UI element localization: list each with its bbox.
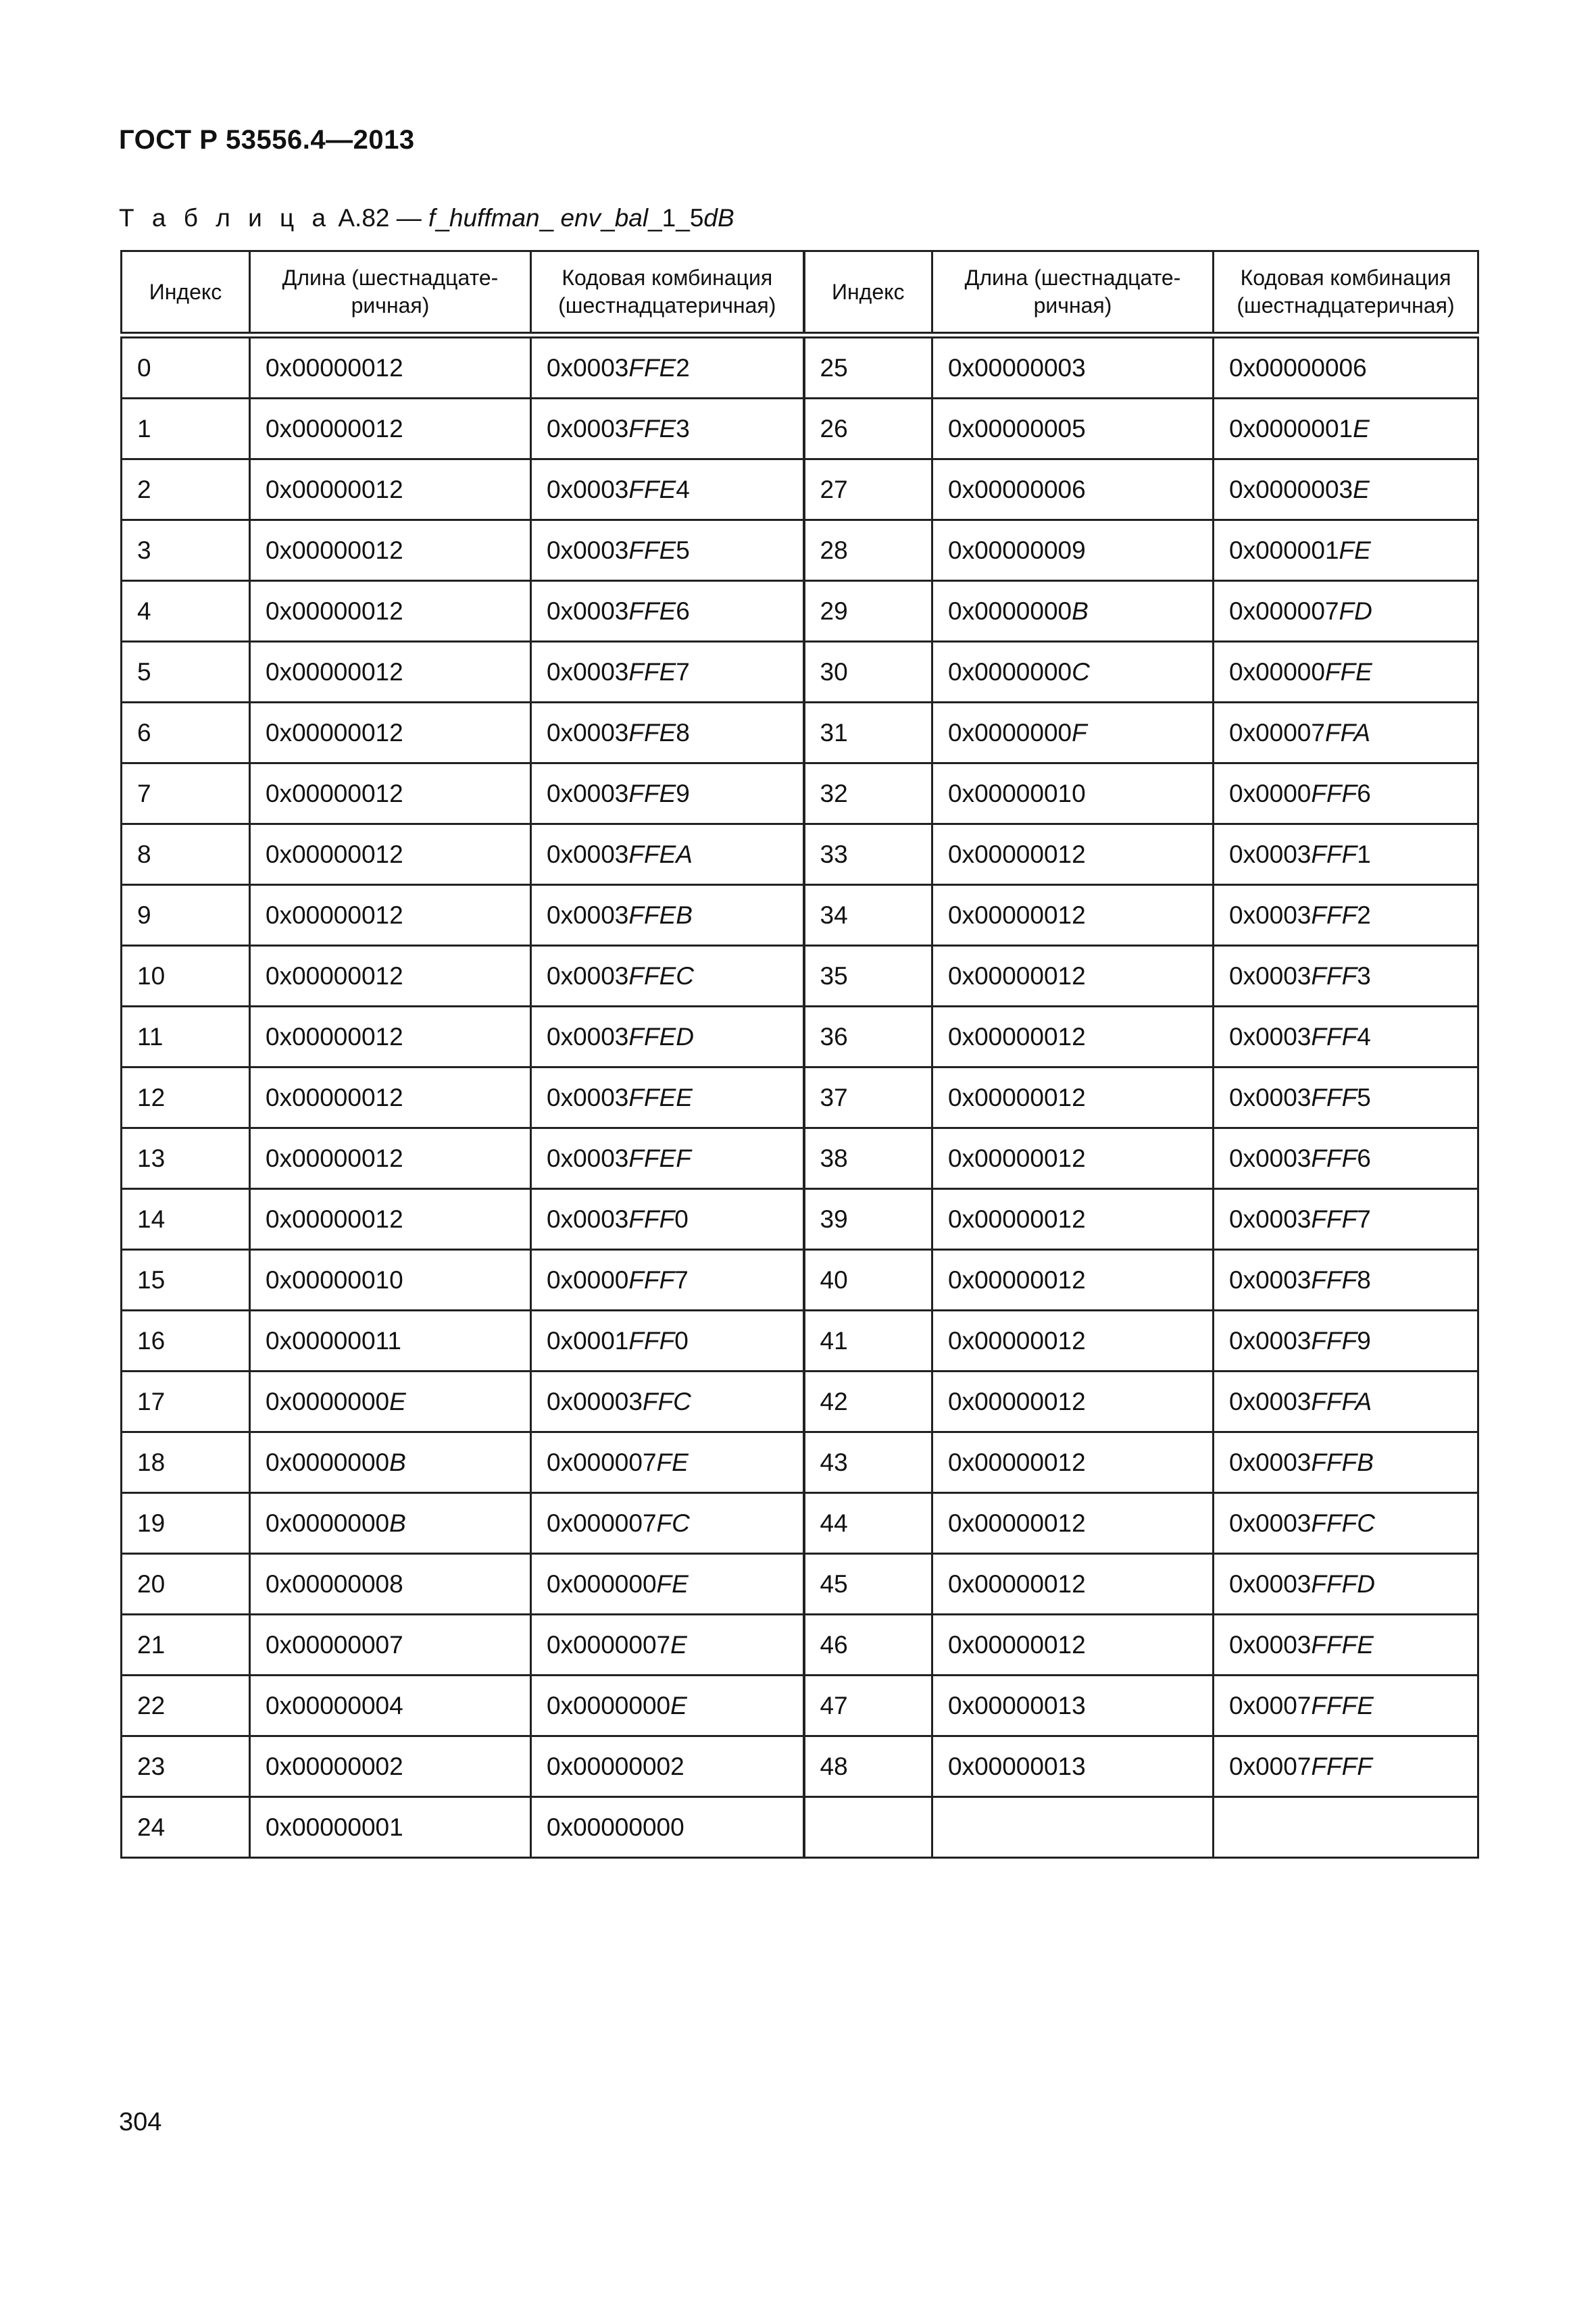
table-row — [122, 1007, 1478, 1067]
cell-codeword: 0x0000003E — [1214, 459, 1478, 520]
cell-length: 0x00000012 — [250, 459, 531, 520]
cell-index: 3 — [122, 520, 250, 581]
cell-length: 0x00000003 — [932, 335, 1214, 399]
table-row — [122, 642, 1478, 703]
cell-codeword: 0x000007FE — [531, 1432, 804, 1493]
cell-length: 0x00000006 — [932, 459, 1214, 520]
header-index: Индекс — [804, 251, 932, 336]
cell-index: 24 — [122, 1797, 250, 1858]
cell-index: 28 — [804, 520, 932, 581]
cell-codeword: 0x000007FD — [1214, 581, 1478, 642]
cell-length: 0x00000012 — [932, 1067, 1214, 1128]
cell-codeword: 0x0003FFF8 — [1214, 1250, 1478, 1311]
cell-length: 0x00000012 — [250, 763, 531, 824]
cell-index — [804, 1797, 932, 1858]
cell-length: 0x00000012 — [932, 1128, 1214, 1189]
caption-name-part: huffman — [449, 204, 540, 232]
cell-index: 32 — [804, 763, 932, 824]
cell-index: 41 — [804, 1311, 932, 1372]
cell-index: 22 — [122, 1676, 250, 1736]
cell-codeword: 0x0003FFED — [531, 1007, 804, 1067]
cell-length: 0x00000012 — [250, 1007, 531, 1067]
cell-index: 14 — [122, 1189, 250, 1250]
cell-length: 0x00000012 — [932, 1007, 1214, 1067]
cell-index: 31 — [804, 703, 932, 763]
table-row — [122, 1372, 1478, 1432]
cell-length: 0x00000012 — [250, 399, 531, 459]
cell-codeword: 0x0003FFE4 — [531, 459, 804, 520]
cell-index: 16 — [122, 1311, 250, 1372]
cell-length: 0x0000000F — [932, 703, 1214, 763]
table-row — [122, 703, 1478, 763]
cell-codeword: 0x0003FFE3 — [531, 399, 804, 459]
cell-length: 0x00000012 — [250, 581, 531, 642]
cell-index: 12 — [122, 1067, 250, 1128]
header-codeword — [531, 251, 804, 336]
cell-length: 0x00000012 — [932, 824, 1214, 885]
cell-index: 17 — [122, 1372, 250, 1432]
header-index: Индекс — [122, 251, 250, 336]
cell-length: 0x00000012 — [932, 1311, 1214, 1372]
cell-length: 0x00000002 — [250, 1736, 531, 1797]
cell-length: 0x00000011 — [250, 1311, 531, 1372]
cell-codeword: 0x0000001E — [1214, 399, 1478, 459]
cell-codeword: 0x0003FFEE — [531, 1067, 804, 1128]
cell-codeword: 0x0003FFEA — [531, 824, 804, 885]
cell-codeword: 0x0000FFF7 — [531, 1250, 804, 1311]
cell-index: 35 — [804, 946, 932, 1007]
caption-name-part: f — [428, 204, 436, 232]
cell-index: 42 — [804, 1372, 932, 1432]
cell-codeword: 0x0003FFEF — [531, 1128, 804, 1189]
cell-length: 0x0000000B — [932, 581, 1214, 642]
cell-codeword: 0x0003FFE6 — [531, 581, 804, 642]
table-caption — [119, 204, 734, 232]
cell-length: 0x00000008 — [250, 1554, 531, 1615]
cell-length: 0x00000009 — [932, 520, 1214, 581]
header-codeword-text: Кодовая комбинация (шестнадцатеричная) — [1237, 266, 1455, 318]
cell-index: 19 — [122, 1493, 250, 1554]
table-row — [122, 1311, 1478, 1372]
cell-index: 8 — [122, 824, 250, 885]
cell-length: 0x00000012 — [250, 946, 531, 1007]
cell-index: 1 — [122, 399, 250, 459]
cell-codeword — [1214, 1797, 1478, 1858]
header-codeword — [1214, 251, 1478, 336]
header-length-text: Длина (шестнадцате- ричная) — [282, 266, 499, 318]
cell-codeword: 0x0007FFFE — [1214, 1676, 1478, 1736]
cell-index: 45 — [804, 1554, 932, 1615]
cell-index: 23 — [122, 1736, 250, 1797]
cell-codeword: 0x0003FFF5 — [1214, 1067, 1478, 1128]
cell-codeword: 0x0003FFE7 — [531, 642, 804, 703]
caption-prefix: Т а б л и ц а — [119, 204, 332, 232]
cell-length: 0x0000000C — [932, 642, 1214, 703]
cell-length: 0x00000012 — [250, 520, 531, 581]
cell-index: 40 — [804, 1250, 932, 1311]
cell-length: 0x00000007 — [250, 1615, 531, 1676]
cell-codeword: 0x0003FFF1 — [1214, 824, 1478, 885]
caption-name-part: env — [560, 204, 601, 232]
cell-length: 0x00000012 — [932, 1250, 1214, 1311]
caption-name-part: dB — [703, 204, 734, 232]
cell-length: 0x00000012 — [250, 335, 531, 399]
cell-length: 0x0000000B — [250, 1432, 531, 1493]
table-row — [122, 1736, 1478, 1797]
cell-length: 0x00000004 — [250, 1676, 531, 1736]
table-row — [122, 1615, 1478, 1676]
cell-codeword: 0x0000007E — [531, 1615, 804, 1676]
cell-index: 43 — [804, 1432, 932, 1493]
cell-codeword: 0x0003FFF3 — [1214, 946, 1478, 1007]
table-row — [122, 1493, 1478, 1554]
cell-index: 37 — [804, 1067, 932, 1128]
cell-codeword: 0x0003FFE2 — [531, 335, 804, 399]
cell-codeword: 0x00007FFA — [1214, 703, 1478, 763]
cell-index: 2 — [122, 459, 250, 520]
cell-index: 11 — [122, 1007, 250, 1067]
cell-codeword: 0x0003FFFC — [1214, 1493, 1478, 1554]
cell-codeword: 0x000001FE — [1214, 520, 1478, 581]
cell-index: 46 — [804, 1615, 932, 1676]
cell-length: 0x00000012 — [932, 1615, 1214, 1676]
cell-codeword: 0x0001FFF0 — [531, 1311, 804, 1372]
table-row — [122, 399, 1478, 459]
cell-codeword: 0x0003FFF4 — [1214, 1007, 1478, 1067]
cell-index: 47 — [804, 1676, 932, 1736]
cell-length: 0x00000012 — [250, 1189, 531, 1250]
table-row — [122, 335, 1478, 399]
table-row — [122, 459, 1478, 520]
cell-codeword: 0x0003FFFE — [1214, 1615, 1478, 1676]
cell-index: 29 — [804, 581, 932, 642]
cell-index: 33 — [804, 824, 932, 885]
cell-codeword: 0x0003FFE9 — [531, 763, 804, 824]
table-row — [122, 946, 1478, 1007]
table-header-row — [122, 251, 1478, 336]
table-body — [122, 335, 1478, 1858]
cell-codeword: 0x000000FE — [531, 1554, 804, 1615]
header-codeword-text: Кодовая комбинация (шестнадцатеричная) — [558, 266, 776, 318]
cell-codeword: 0x0003FFFB — [1214, 1432, 1478, 1493]
cell-length: 0x0000000B — [250, 1493, 531, 1554]
cell-index: 36 — [804, 1007, 932, 1067]
cell-codeword: 0x0003FFFD — [1214, 1554, 1478, 1615]
cell-length: 0x00000012 — [250, 642, 531, 703]
cell-index: 39 — [804, 1189, 932, 1250]
cell-index: 6 — [122, 703, 250, 763]
cell-length — [932, 1797, 1214, 1858]
caption-name-part: _ — [435, 204, 449, 232]
cell-codeword: 0x0003FFF7 — [1214, 1189, 1478, 1250]
caption-name-part: _ — [601, 204, 615, 232]
cell-length: 0x00000012 — [932, 1432, 1214, 1493]
header-length — [932, 251, 1214, 336]
header-length-text: Длина (шестнадцате- ричная) — [964, 266, 1181, 318]
cell-index: 15 — [122, 1250, 250, 1311]
cell-codeword: 0x0003FFFA — [1214, 1372, 1478, 1432]
cell-codeword: 0x0003FFF2 — [1214, 885, 1478, 946]
cell-index: 4 — [122, 581, 250, 642]
cell-length: 0x00000001 — [250, 1797, 531, 1858]
cell-length: 0x0000000E — [250, 1372, 531, 1432]
cell-codeword: 0x0003FFEB — [531, 885, 804, 946]
table-row — [122, 1067, 1478, 1128]
table-row — [122, 1432, 1478, 1493]
cell-codeword: 0x000007FC — [531, 1493, 804, 1554]
cell-index: 9 — [122, 885, 250, 946]
cell-length: 0x00000010 — [250, 1250, 531, 1311]
cell-index: 27 — [804, 459, 932, 520]
cell-length: 0x00000005 — [932, 399, 1214, 459]
cell-codeword: 0x00003FFC — [531, 1372, 804, 1432]
cell-index: 30 — [804, 642, 932, 703]
cell-length: 0x00000013 — [932, 1736, 1214, 1797]
table-row — [122, 1797, 1478, 1858]
cell-codeword: 0x0000000E — [531, 1676, 804, 1736]
cell-index: 34 — [804, 885, 932, 946]
cell-length: 0x00000012 — [250, 824, 531, 885]
caption-name-part: _1_5 — [648, 204, 704, 232]
cell-index: 5 — [122, 642, 250, 703]
cell-codeword: 0x0003FFE8 — [531, 703, 804, 763]
table-row — [122, 1189, 1478, 1250]
table-row — [122, 763, 1478, 824]
caption-number: А.82 — — [338, 204, 422, 232]
cell-length: 0x00000012 — [932, 1554, 1214, 1615]
cell-index: 18 — [122, 1432, 250, 1493]
cell-index: 10 — [122, 946, 250, 1007]
cell-length: 0x00000012 — [250, 885, 531, 946]
cell-length: 0x00000012 — [932, 1189, 1214, 1250]
cell-length: 0x00000010 — [932, 763, 1214, 824]
page-number: 304 — [119, 2108, 162, 2136]
table-row — [122, 1554, 1478, 1615]
cell-length: 0x00000012 — [250, 1067, 531, 1128]
cell-length: 0x00000012 — [932, 885, 1214, 946]
cell-codeword: 0x00000006 — [1214, 335, 1478, 399]
cell-index: 44 — [804, 1493, 932, 1554]
cell-codeword: 0x0003FFF0 — [531, 1189, 804, 1250]
cell-index: 20 — [122, 1554, 250, 1615]
table-row — [122, 1676, 1478, 1736]
cell-codeword: 0x0003FFF6 — [1214, 1128, 1478, 1189]
huffman-table — [120, 250, 1479, 1859]
cell-codeword: 0x0003FFEC — [531, 946, 804, 1007]
cell-index: 7 — [122, 763, 250, 824]
table-row — [122, 885, 1478, 946]
cell-codeword: 0x0007FFFF — [1214, 1736, 1478, 1797]
cell-length: 0x00000012 — [932, 1372, 1214, 1432]
cell-index: 38 — [804, 1128, 932, 1189]
caption-name-part: _ — [539, 204, 561, 232]
header-length — [250, 251, 531, 336]
table-row — [122, 520, 1478, 581]
cell-length: 0x00000012 — [932, 946, 1214, 1007]
cell-length: 0x00000013 — [932, 1676, 1214, 1736]
cell-index: 25 — [804, 335, 932, 399]
cell-codeword: 0x0003FFF9 — [1214, 1311, 1478, 1372]
table-row — [122, 824, 1478, 885]
table-row — [122, 1128, 1478, 1189]
cell-codeword: 0x00000000 — [531, 1797, 804, 1858]
cell-length: 0x00000012 — [932, 1493, 1214, 1554]
caption-name-part: bal — [614, 204, 649, 232]
cell-codeword: 0x0000FFF6 — [1214, 763, 1478, 824]
table-row — [122, 581, 1478, 642]
cell-codeword: 0x00000002 — [531, 1736, 804, 1797]
cell-codeword: 0x00000FFE — [1214, 642, 1478, 703]
document-header: ГОСТ Р 53556.4—2013 — [119, 125, 415, 155]
cell-index: 26 — [804, 399, 932, 459]
cell-length: 0x00000012 — [250, 703, 531, 763]
table-row — [122, 1250, 1478, 1311]
cell-codeword: 0x0003FFE5 — [531, 520, 804, 581]
cell-index: 21 — [122, 1615, 250, 1676]
cell-index: 48 — [804, 1736, 932, 1797]
cell-index: 13 — [122, 1128, 250, 1189]
cell-index: 0 — [122, 335, 250, 399]
cell-length: 0x00000012 — [250, 1128, 531, 1189]
